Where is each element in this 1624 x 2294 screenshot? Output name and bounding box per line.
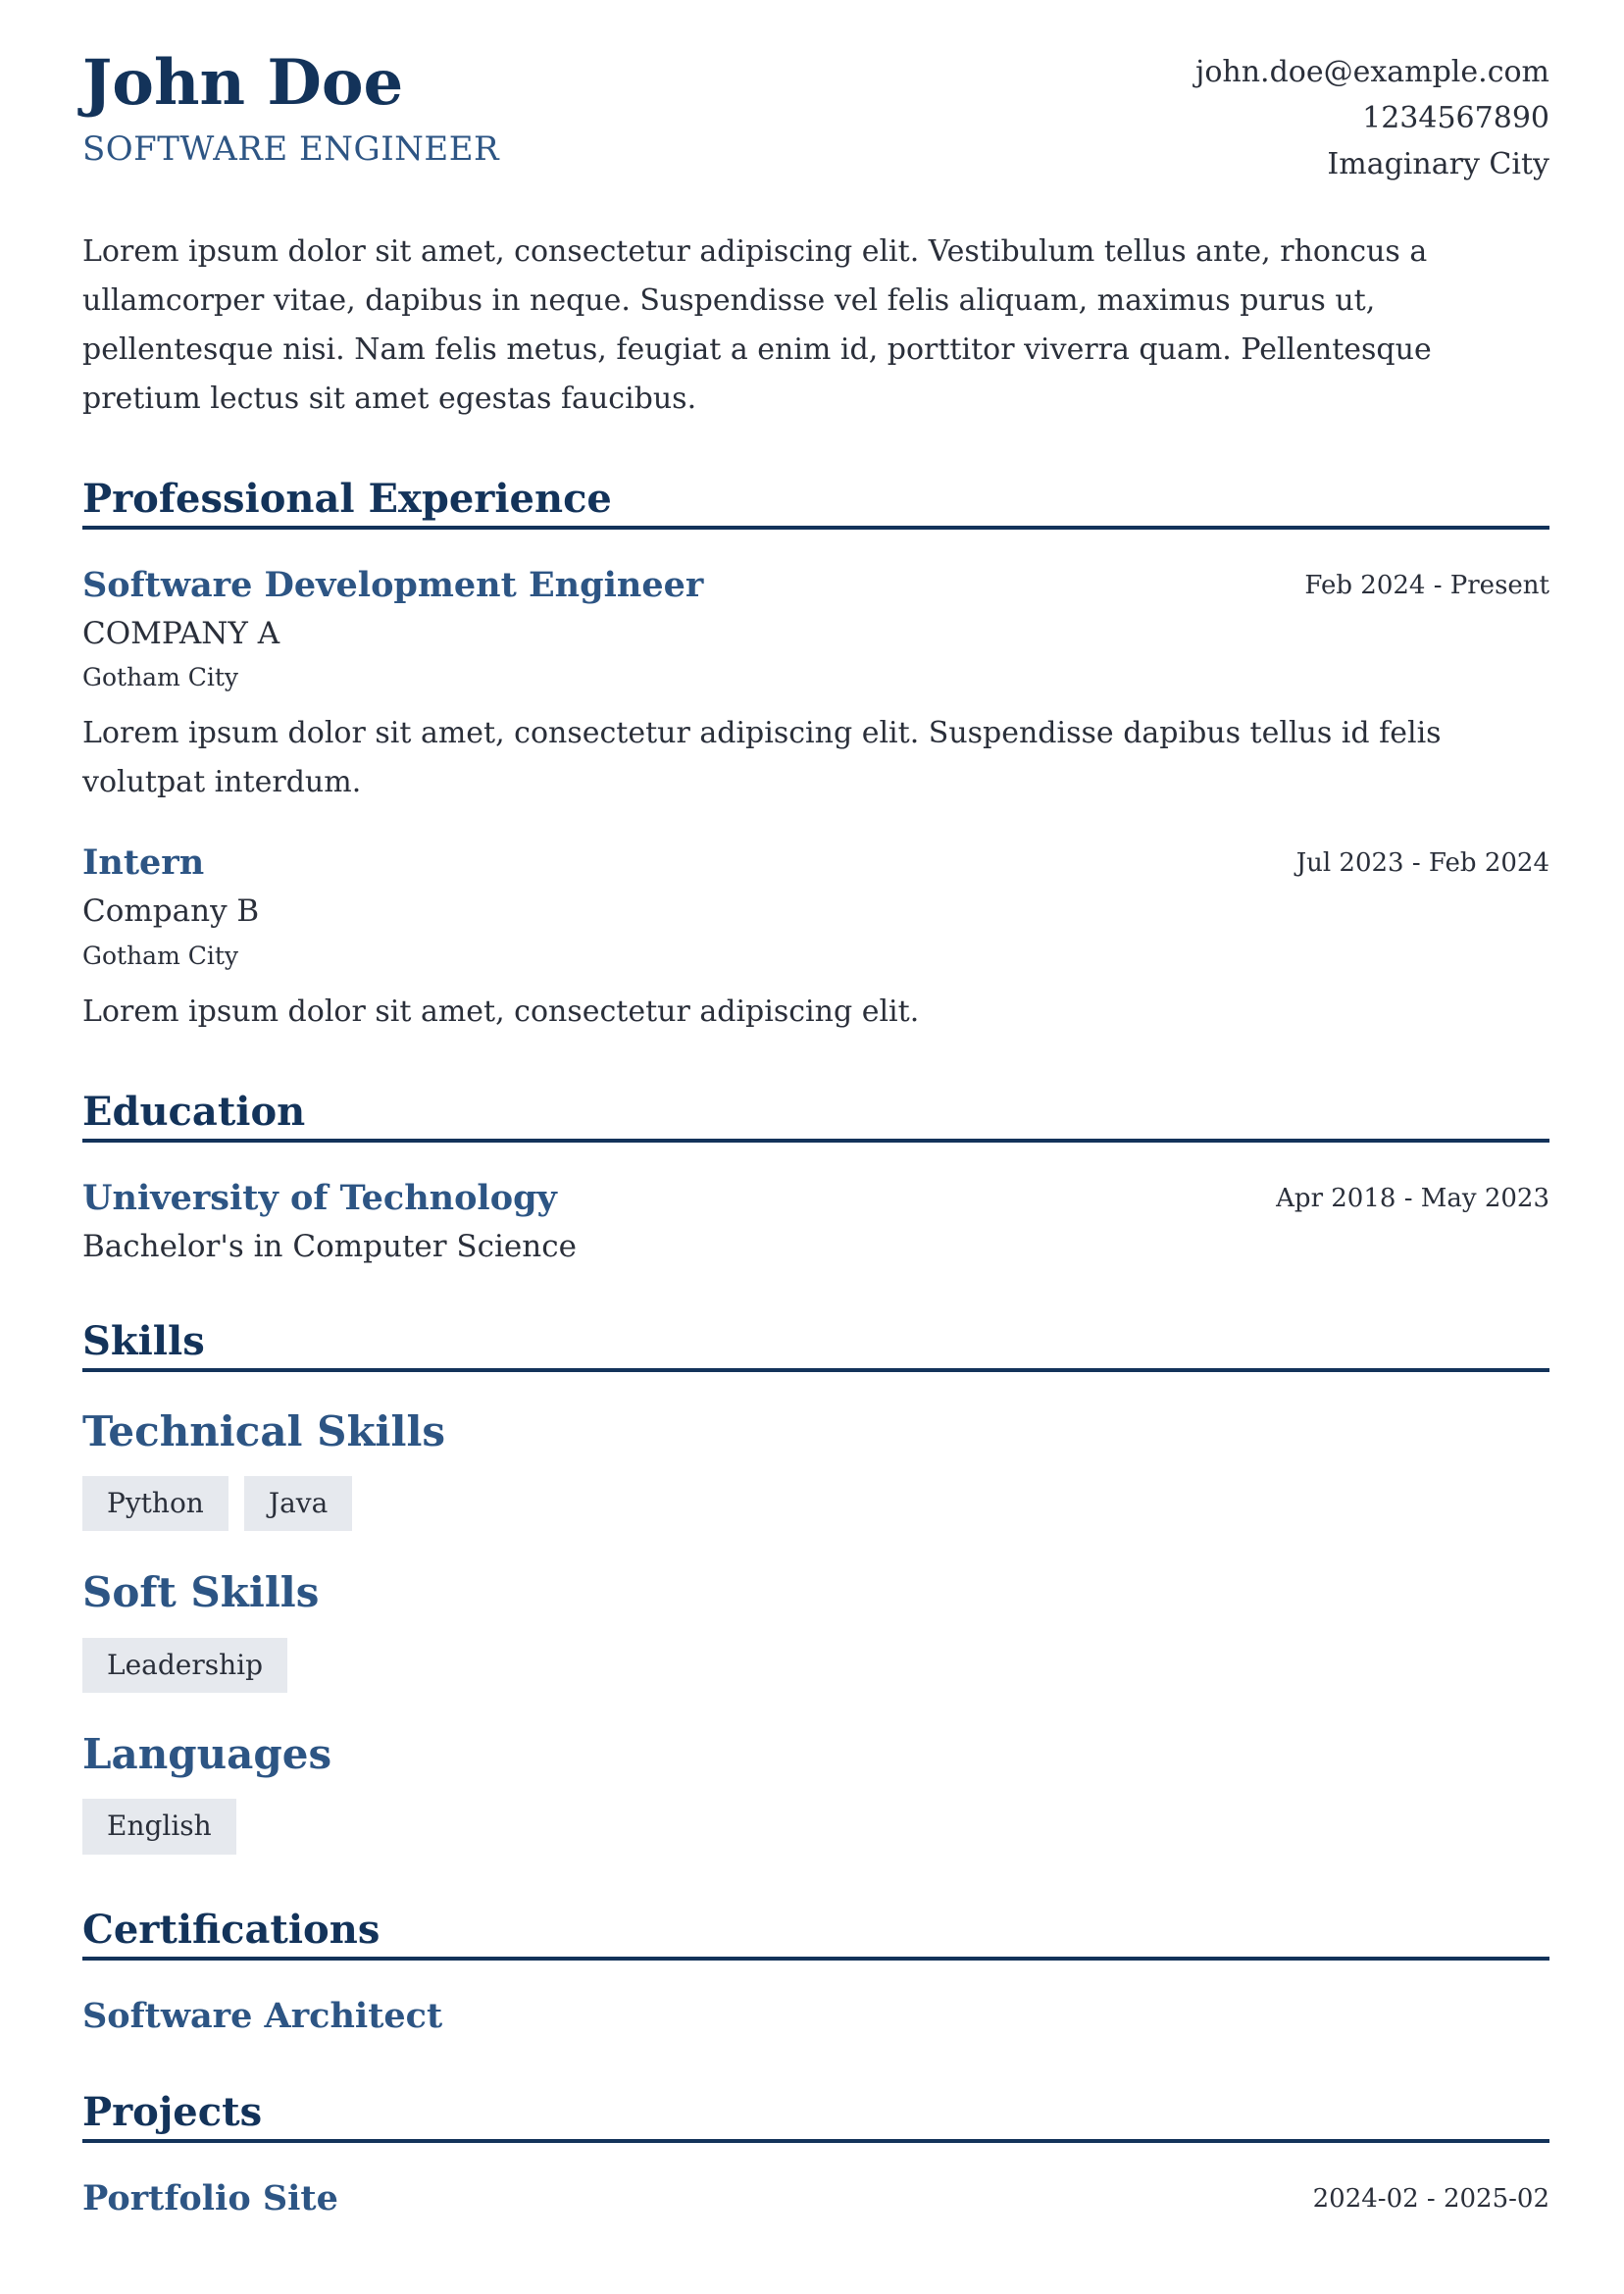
skill-group-title: Soft Skills <box>82 1568 320 1617</box>
skill-group-technical <box>82 1407 1549 1532</box>
skill-tag: English <box>82 1799 236 1854</box>
project-entry <box>82 2178 1549 2219</box>
education-degree: Bachelor's in Computer Science <box>82 1228 577 1264</box>
skill-tag: Leadership <box>82 1638 287 1693</box>
contact-phone[interactable]: 1234567890 <box>1362 101 1549 135</box>
certification-name: Software Architect <box>82 1995 443 2036</box>
certifications-section-title: Certifications <box>82 1908 1549 1961</box>
experience-company: COMPANY A <box>82 616 280 651</box>
education-entry <box>82 1178 1549 1266</box>
projects-section-title: Projects <box>82 2090 1549 2143</box>
experience-entry <box>82 565 1549 807</box>
education-section <box>82 1090 1549 1266</box>
experience-description: Lorem ipsum dolor sit amet, consectetur adipiscing elit. <box>82 994 920 1029</box>
skill-group-title: Technical Skills <box>82 1406 446 1455</box>
skill-tags <box>82 1476 1549 1531</box>
experience-role: Intern <box>82 842 205 884</box>
skill-tag: Python <box>82 1476 228 1531</box>
education-dates: Apr 2018 - May 2023 <box>1276 1183 1549 1213</box>
resume-header <box>82 39 1549 186</box>
contact-location: Imaginary City <box>1327 147 1549 181</box>
experience-dates: Feb 2024 - Present <box>1304 571 1549 600</box>
skill-tags <box>82 1638 1549 1693</box>
experience-dates: Jul 2023 - Feb 2024 <box>1295 848 1549 879</box>
experience-entry <box>82 842 1549 1036</box>
contact-email[interactable]: john.doe@example.com <box>1195 55 1549 89</box>
skills-section <box>82 1319 1549 1855</box>
skill-group-languages <box>82 1730 1549 1855</box>
skill-group-soft <box>82 1568 1549 1693</box>
skills-section-title: Skills <box>82 1319 1549 1372</box>
certifications-section <box>82 1908 1549 2037</box>
candidate-role: SOFTWARE ENGINEER <box>82 129 500 169</box>
projects-section <box>82 2090 1549 2219</box>
experience-location: Gotham City <box>82 663 239 692</box>
experience-section <box>82 477 1549 1037</box>
skill-tags <box>82 1799 1549 1854</box>
resume-page <box>82 39 1549 2219</box>
experience-role: Software Development Engineer <box>82 565 704 605</box>
project-dates: 2024-02 - 2025-02 <box>1312 2183 1549 2214</box>
experience-section-title: Professional Experience <box>82 477 1549 530</box>
experience-company: Company B <box>82 893 260 930</box>
contact-block <box>1195 49 1549 187</box>
candidate-name: John Doe <box>82 46 404 120</box>
certification-entry <box>82 1996 1549 2037</box>
skill-group-title: Languages <box>82 1730 332 1779</box>
experience-description: Lorem ipsum dolor sit amet, consectetur adipiscing elit. Suspendisse dapibus tellus id felis volutpat interdum. <box>82 716 1442 800</box>
skill-tag: Java <box>244 1476 352 1531</box>
summary-paragraph: Lorem ipsum dolor sit amet, consectetur adipiscing elit. Vestibulum tellus ante, rhoncus a ullamcorper vitae, dapibus in neque. Suspendisse vel felis aliquam, maximus purus ut, pellentesque nisi. Nam felis metus, feugiat a enim id, porttitor viverra quam. Pellentesque pretium lectus sit amet egestas faucibus. <box>82 234 1432 416</box>
project-name: Portfolio Site <box>82 2177 338 2218</box>
education-school: University of Technology <box>82 1177 557 1218</box>
education-section-title: Education <box>82 1090 1549 1143</box>
experience-location: Gotham City <box>82 941 239 970</box>
